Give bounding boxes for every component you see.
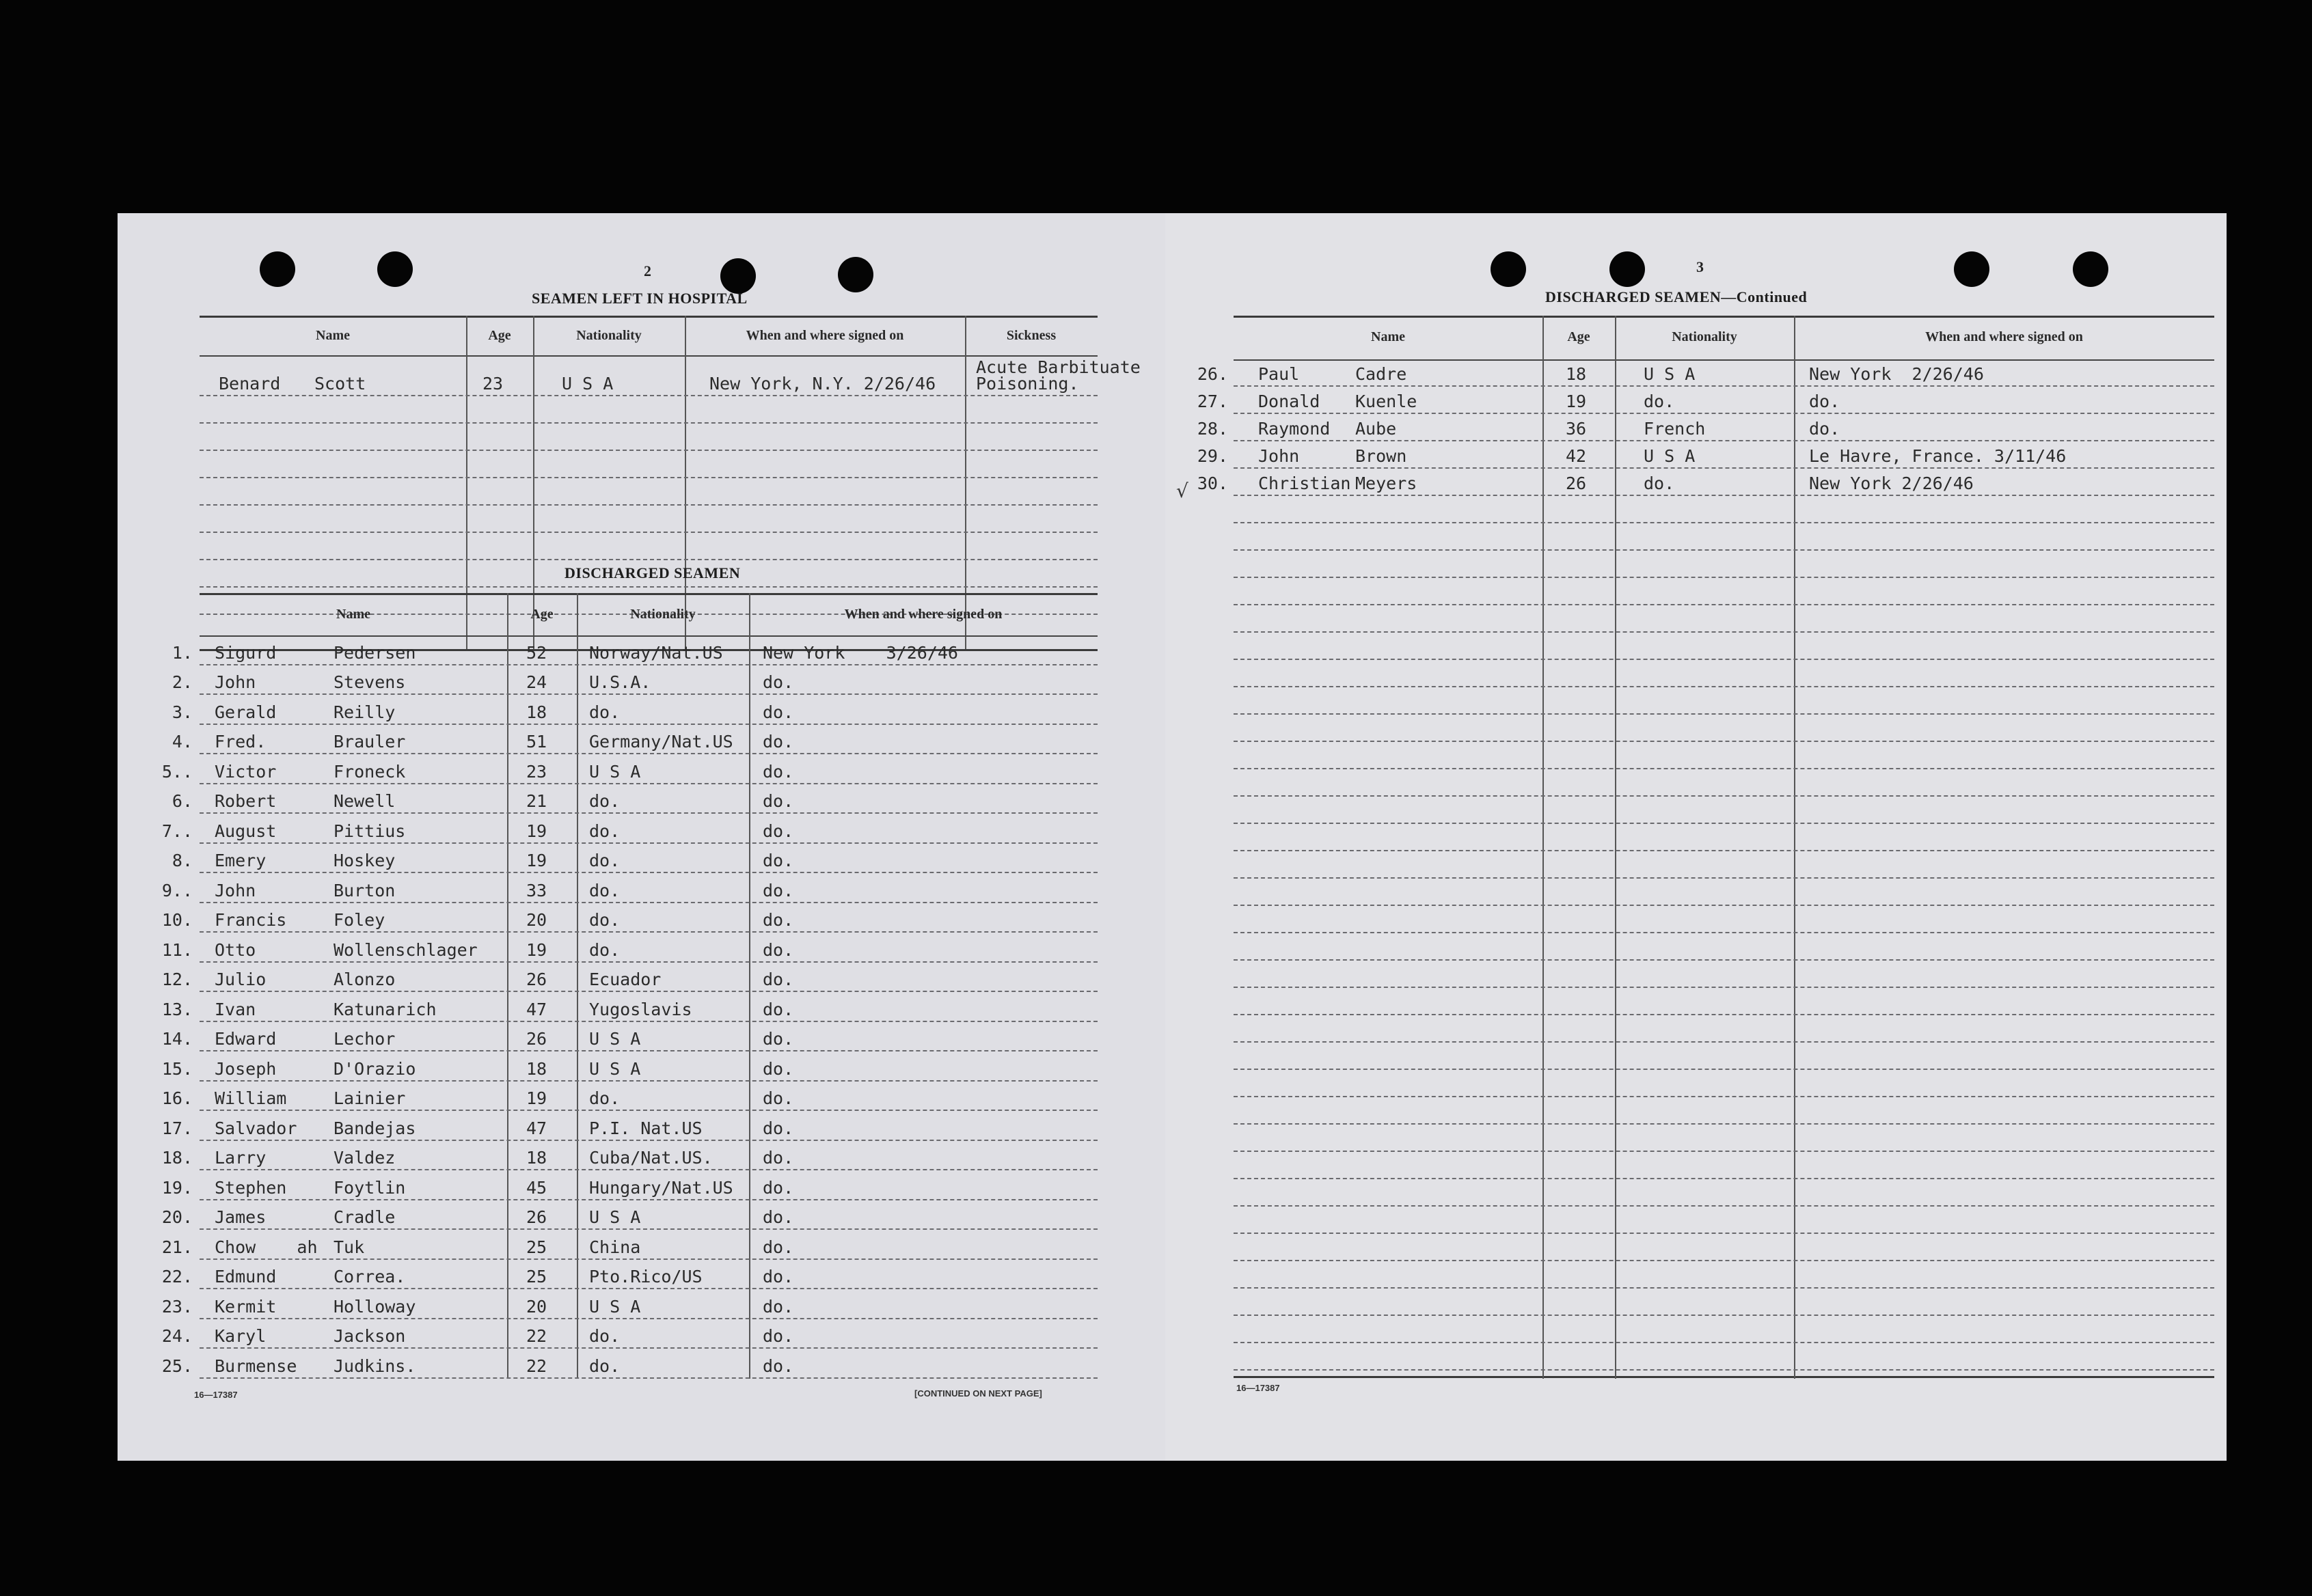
signed-on: do.: [763, 1296, 794, 1317]
first-name: John: [1258, 446, 1300, 466]
sickness: Acute Barbituate Poisoning.: [976, 357, 1141, 394]
table-row: [161, 903, 1098, 933]
nationality: Cuba/Nat.US.: [589, 1148, 713, 1168]
age: 18: [526, 1148, 547, 1168]
nationality: U S A: [589, 1296, 641, 1317]
first-name: Raymond: [1258, 419, 1331, 439]
hospital-title: SEAMEN LEFT IN HOSPITAL: [532, 290, 748, 307]
first-name: Burmense: [215, 1356, 297, 1376]
age: 45: [526, 1177, 547, 1198]
punch-hole: [2073, 251, 2108, 287]
row-number: 29.: [1197, 446, 1228, 466]
left-page: [118, 213, 1165, 1461]
nationality: do.: [589, 821, 621, 841]
nationality: Norway/Nat.US: [589, 642, 723, 663]
last-name: Pedersen: [334, 642, 416, 663]
row-number: 28.: [1197, 419, 1228, 439]
age: 24: [526, 672, 547, 692]
blank-row: [1234, 1152, 2214, 1179]
last-name: Meyers: [1355, 473, 1417, 493]
signed-on: do.: [763, 1148, 794, 1168]
age: 23: [482, 374, 504, 394]
nationality: U S A: [562, 374, 614, 394]
signed-on: New York 2/26/46: [1809, 364, 1984, 384]
right-page: [1165, 213, 2227, 1461]
first-name: John: [215, 672, 256, 692]
signed-on: do.: [763, 702, 794, 722]
age: 18: [526, 1058, 547, 1079]
signed-on: do.: [763, 732, 794, 752]
signed-on: do.: [763, 672, 794, 692]
blank-row: [1234, 551, 2214, 578]
col-header: Nationality: [630, 607, 696, 622]
age: 52: [526, 642, 547, 663]
age: 22: [526, 1326, 547, 1346]
table-row: [161, 1111, 1098, 1141]
first-name: August: [215, 821, 277, 841]
signed-on: do.: [763, 1267, 794, 1287]
table-row: [172, 665, 1098, 696]
col-header: Age: [1567, 329, 1590, 344]
first-name: Fred.: [215, 732, 267, 752]
last-name: Valdez: [334, 1148, 396, 1168]
last-name: D'Orazio: [334, 1058, 416, 1079]
first-name: Paul: [1258, 364, 1300, 384]
nationality: China: [589, 1237, 641, 1257]
table-row: [172, 844, 1098, 874]
nationality: Germany/Nat.US: [589, 732, 733, 752]
signed-on: do.: [763, 1237, 794, 1257]
last-name: Brown: [1355, 446, 1407, 466]
signed-on: do.: [763, 880, 794, 900]
signed-on: do.: [763, 969, 794, 989]
last-name: Froneck: [334, 761, 406, 782]
signed-on: do.: [763, 761, 794, 782]
nationality: do.: [589, 1356, 621, 1376]
signed-on: do.: [763, 821, 794, 841]
nationality: Pto.Rico/US: [589, 1267, 703, 1287]
form-number: 16—17387: [1236, 1383, 1280, 1393]
nationality: U.S.A.: [589, 672, 651, 692]
punch-hole: [720, 258, 756, 294]
first-name: Edmund: [215, 1267, 277, 1287]
col-header: Age: [488, 328, 511, 343]
first-name: Ivan: [215, 999, 256, 1019]
last-name: Aube: [1355, 419, 1397, 439]
blank-row: [1234, 496, 2214, 523]
first-name: William: [215, 1088, 287, 1108]
discharged-title: DISCHARGED SEAMEN: [565, 564, 741, 581]
signed-on: do.: [763, 1058, 794, 1079]
last-name: Foley: [334, 910, 385, 930]
discharged-continued-table: [1197, 316, 2214, 1379]
signed-on: do.: [1809, 391, 1840, 411]
table-row: [161, 963, 1098, 993]
continued-note: [CONTINUED ON NEXT PAGE]: [914, 1388, 1042, 1399]
age: 26: [526, 1207, 547, 1227]
first-name: Otto: [215, 939, 256, 960]
nationality: do.: [589, 1088, 621, 1108]
age: 19: [1566, 391, 1587, 411]
row-number: 17.: [161, 1118, 193, 1138]
row-number: 19.: [161, 1177, 193, 1198]
check-mark: √: [1176, 480, 1188, 502]
nationality: do.: [1644, 473, 1675, 493]
table-row: [161, 1022, 1098, 1052]
page-number: 3: [1696, 258, 1704, 275]
first-name: Joseph: [215, 1058, 277, 1079]
table-row: [172, 635, 1098, 665]
table-row: [172, 725, 1098, 755]
last-name: Kuenle: [1355, 391, 1417, 411]
blank-row: [1234, 715, 2214, 742]
punch-hole: [1954, 251, 1989, 287]
blank-row: [1234, 742, 2214, 769]
form-number: 16—17387: [194, 1390, 238, 1400]
col-header: Name: [336, 607, 370, 622]
blank-row: [1234, 660, 2214, 687]
last-name: Cradle: [334, 1207, 396, 1227]
blank-row: [1234, 1316, 2214, 1343]
table-row: [161, 1141, 1098, 1171]
table-row: [172, 695, 1098, 725]
row-number: 24.: [161, 1326, 193, 1346]
age: 19: [526, 1088, 547, 1108]
signed-on: do.: [763, 1207, 794, 1227]
age: 23: [526, 761, 547, 782]
table-row: [161, 933, 1098, 963]
row-number: 4.: [172, 732, 193, 752]
row-number: 13.: [161, 999, 193, 1019]
blank-row: [1234, 797, 2214, 824]
row-number: 18.: [161, 1148, 193, 1168]
first-name: Gerald: [215, 702, 277, 722]
row-number: 1.: [172, 642, 193, 663]
signed-on: New York 2/26/46: [1809, 473, 1974, 493]
punch-hole: [838, 257, 873, 292]
first-name: Sigurd: [215, 642, 277, 663]
nationality: do.: [589, 702, 621, 722]
age: 21: [526, 791, 547, 811]
first-name: Donald: [1258, 391, 1320, 411]
blank-row: [1234, 769, 2214, 797]
blank-row: [1234, 605, 2214, 633]
blank-row: [1234, 1207, 2214, 1234]
age: 42: [1566, 446, 1587, 466]
col-header: When and where signed on: [844, 607, 1003, 622]
table-row: [1197, 441, 2214, 469]
first-name: Julio: [215, 969, 267, 989]
table-row: [161, 754, 1098, 784]
blank-row: [1234, 1179, 2214, 1207]
row-number: 8.: [172, 851, 193, 870]
last-name: Bandejas: [334, 1118, 416, 1138]
table-row: [161, 1289, 1098, 1319]
nationality: U S A: [1644, 446, 1696, 466]
blank-row: [1234, 1343, 2214, 1371]
discharged-table: [161, 593, 1098, 1379]
table-row: [1197, 469, 2214, 496]
blank-row: [1234, 1043, 2214, 1070]
age: 19: [526, 939, 547, 960]
row-number: 2.: [172, 672, 193, 692]
signed-on: New York, N.Y. 2/26/46: [709, 374, 936, 394]
signed-on: do.: [763, 939, 794, 960]
signed-on: do.: [763, 1088, 794, 1108]
nationality: Yugoslavis: [589, 999, 692, 1019]
first-name: Robert: [215, 791, 277, 811]
age: 20: [526, 910, 547, 930]
blank-row: [1234, 851, 2214, 879]
age: 25: [526, 1237, 547, 1257]
col-header: Name: [316, 328, 350, 343]
signed-on: Le Havre, France. 3/11/46: [1809, 446, 2067, 466]
signed-on: do.: [763, 1029, 794, 1049]
age: 22: [526, 1356, 547, 1376]
signed-on: do.: [763, 1326, 794, 1346]
first-name: Salvador: [215, 1118, 297, 1138]
age: 25: [526, 1267, 547, 1287]
first-name: Kermit: [215, 1296, 277, 1317]
col-header: Name: [1371, 329, 1405, 344]
table-row: [161, 1349, 1098, 1379]
row-number: 6.: [172, 791, 193, 811]
blank-row: [1234, 1125, 2214, 1152]
row-number: 11.: [161, 939, 193, 960]
last-name: Scott: [314, 374, 366, 394]
col-header: Sickness: [1006, 328, 1057, 343]
table-row: [161, 1319, 1098, 1349]
punch-hole: [377, 251, 413, 287]
first-name: Benard: [219, 374, 281, 394]
table-row: [161, 873, 1098, 903]
row-number: 9..: [161, 880, 193, 900]
nationality: do.: [1644, 391, 1675, 411]
row-number: 30.: [1197, 473, 1228, 493]
row-number: 5..: [161, 761, 193, 782]
nationality: U S A: [1644, 364, 1696, 384]
last-name: Cadre: [1355, 364, 1407, 384]
blank-row: [1234, 1289, 2214, 1316]
last-name: Wollenschlager: [334, 939, 478, 960]
table-row: [1197, 359, 2214, 387]
nationality: U S A: [589, 1029, 641, 1049]
table-row: [161, 992, 1098, 1022]
table-row: [161, 1082, 1098, 1112]
last-name: Lechor: [334, 1029, 396, 1049]
row-number: 20.: [161, 1207, 193, 1227]
last-name: Tuk: [334, 1237, 365, 1257]
row-number: 14.: [161, 1029, 193, 1049]
row-number: 3.: [172, 702, 193, 722]
discharged-continued-title: DISCHARGED SEAMEN—Continued: [1545, 288, 1808, 305]
row-number: 27.: [1197, 391, 1228, 411]
age: 19: [526, 821, 547, 841]
nationality: do.: [589, 910, 621, 930]
last-name: Alonzo: [334, 969, 396, 989]
age: 26: [1566, 473, 1587, 493]
last-name: Judkins.: [334, 1356, 416, 1376]
age: 18: [1566, 364, 1587, 384]
table-row: [161, 1260, 1098, 1290]
last-name: Jackson: [334, 1326, 406, 1346]
age: 36: [1566, 419, 1587, 439]
signed-on: New York 3/26/46: [763, 642, 958, 663]
row-number: 16.: [161, 1088, 193, 1108]
first-name: Francis: [215, 910, 287, 930]
row-number: 21.: [161, 1237, 193, 1257]
table-row: [1197, 414, 2214, 441]
signed-on: do.: [763, 1177, 794, 1198]
last-name: Newell: [334, 791, 396, 811]
col-header: Nationality: [1672, 329, 1737, 344]
col-header: Age: [530, 607, 554, 622]
row-number: 7..: [161, 821, 193, 841]
page-number: 2: [644, 262, 651, 279]
punch-hole: [1491, 251, 1526, 287]
signed-on: do.: [763, 791, 794, 811]
nationality: U S A: [589, 761, 641, 782]
signed-on: do.: [763, 999, 794, 1019]
last-name: Lainier: [334, 1088, 406, 1108]
blank-row: [1234, 1070, 2214, 1097]
age: 26: [526, 1029, 547, 1049]
table-row: [200, 355, 1141, 396]
first-name: Chow ah: [215, 1237, 318, 1257]
last-name: Correa.: [334, 1267, 406, 1287]
nationality: do.: [589, 791, 621, 811]
blank-row: [1234, 1261, 2214, 1289]
signed-on: do.: [1809, 419, 1840, 439]
col-header: When and where signed on: [746, 328, 904, 343]
first-name: Emery: [215, 851, 267, 870]
blank-row: [1234, 988, 2214, 1015]
blank-row: [1234, 933, 2214, 961]
age: 26: [526, 969, 547, 989]
col-header: When and where signed on: [1925, 329, 2083, 344]
blank-row: [1234, 1015, 2214, 1043]
last-name: Katunarich: [334, 999, 437, 1019]
signed-on: do.: [763, 1118, 794, 1138]
last-name: Brauler: [334, 732, 406, 752]
punch-hole: [260, 251, 295, 287]
first-name: Victor: [215, 761, 277, 782]
row-number: 10.: [161, 910, 193, 930]
row-number: 26.: [1197, 364, 1228, 384]
last-name: Holloway: [334, 1296, 416, 1317]
row-number: 15.: [161, 1058, 193, 1079]
age: 20: [526, 1296, 547, 1317]
last-name: Stevens: [334, 672, 406, 692]
first-name: John: [215, 880, 256, 900]
punch-hole: [1609, 251, 1645, 287]
col-header: Nationality: [576, 328, 642, 343]
first-name: Stephen: [215, 1177, 287, 1198]
blank-row: [1234, 879, 2214, 906]
nationality: do.: [589, 1326, 621, 1346]
age: 47: [526, 1118, 547, 1138]
nationality: U S A: [589, 1207, 641, 1227]
table-row: [161, 1230, 1098, 1260]
blank-row: [1234, 906, 2214, 933]
nationality: do.: [589, 851, 621, 870]
row-number: 23.: [161, 1296, 193, 1317]
last-name: Foytlin: [334, 1177, 406, 1198]
nationality: do.: [589, 880, 621, 900]
first-name: Larry: [215, 1148, 267, 1168]
first-name: James: [215, 1207, 267, 1227]
table-row: [161, 814, 1098, 844]
nationality: U S A: [589, 1058, 641, 1079]
signed-on: do.: [763, 910, 794, 930]
signed-on: do.: [763, 851, 794, 870]
age: 33: [526, 880, 547, 900]
blank-row: [1234, 824, 2214, 851]
nationality: P.I. Nat.US: [589, 1118, 703, 1138]
first-name: Edward: [215, 1029, 277, 1049]
age: 18: [526, 702, 547, 722]
blank-row: [1234, 523, 2214, 551]
blank-row: [1234, 633, 2214, 660]
signed-on: do.: [763, 1356, 794, 1376]
blank-row: [1234, 961, 2214, 988]
nationality: Ecuador: [589, 969, 662, 989]
table-row: [161, 1200, 1098, 1230]
age: 19: [526, 851, 547, 870]
age: 47: [526, 999, 547, 1019]
nationality: do.: [589, 939, 621, 960]
last-name: Hoskey: [334, 851, 396, 870]
last-name: Burton: [334, 880, 396, 900]
last-name: Reilly: [334, 702, 396, 722]
table-row: [1197, 387, 2214, 414]
table-row: [161, 1170, 1098, 1200]
nationality: Hungary/Nat.US: [589, 1177, 733, 1198]
first-name: Karyl: [215, 1326, 267, 1346]
first-name: Christian: [1258, 473, 1351, 493]
row-number: 22.: [161, 1267, 193, 1287]
blank-row: [1234, 1234, 2214, 1261]
nationality: French: [1644, 419, 1706, 439]
last-name: Pittius: [334, 821, 406, 841]
age: 51: [526, 732, 547, 752]
blank-row: [1234, 687, 2214, 715]
blank-row: [1234, 578, 2214, 605]
blank-row: [1234, 1097, 2214, 1125]
table-row: [172, 784, 1098, 814]
table-row: [161, 1051, 1098, 1082]
row-number: 12.: [161, 969, 193, 989]
row-number: 25.: [161, 1356, 193, 1376]
